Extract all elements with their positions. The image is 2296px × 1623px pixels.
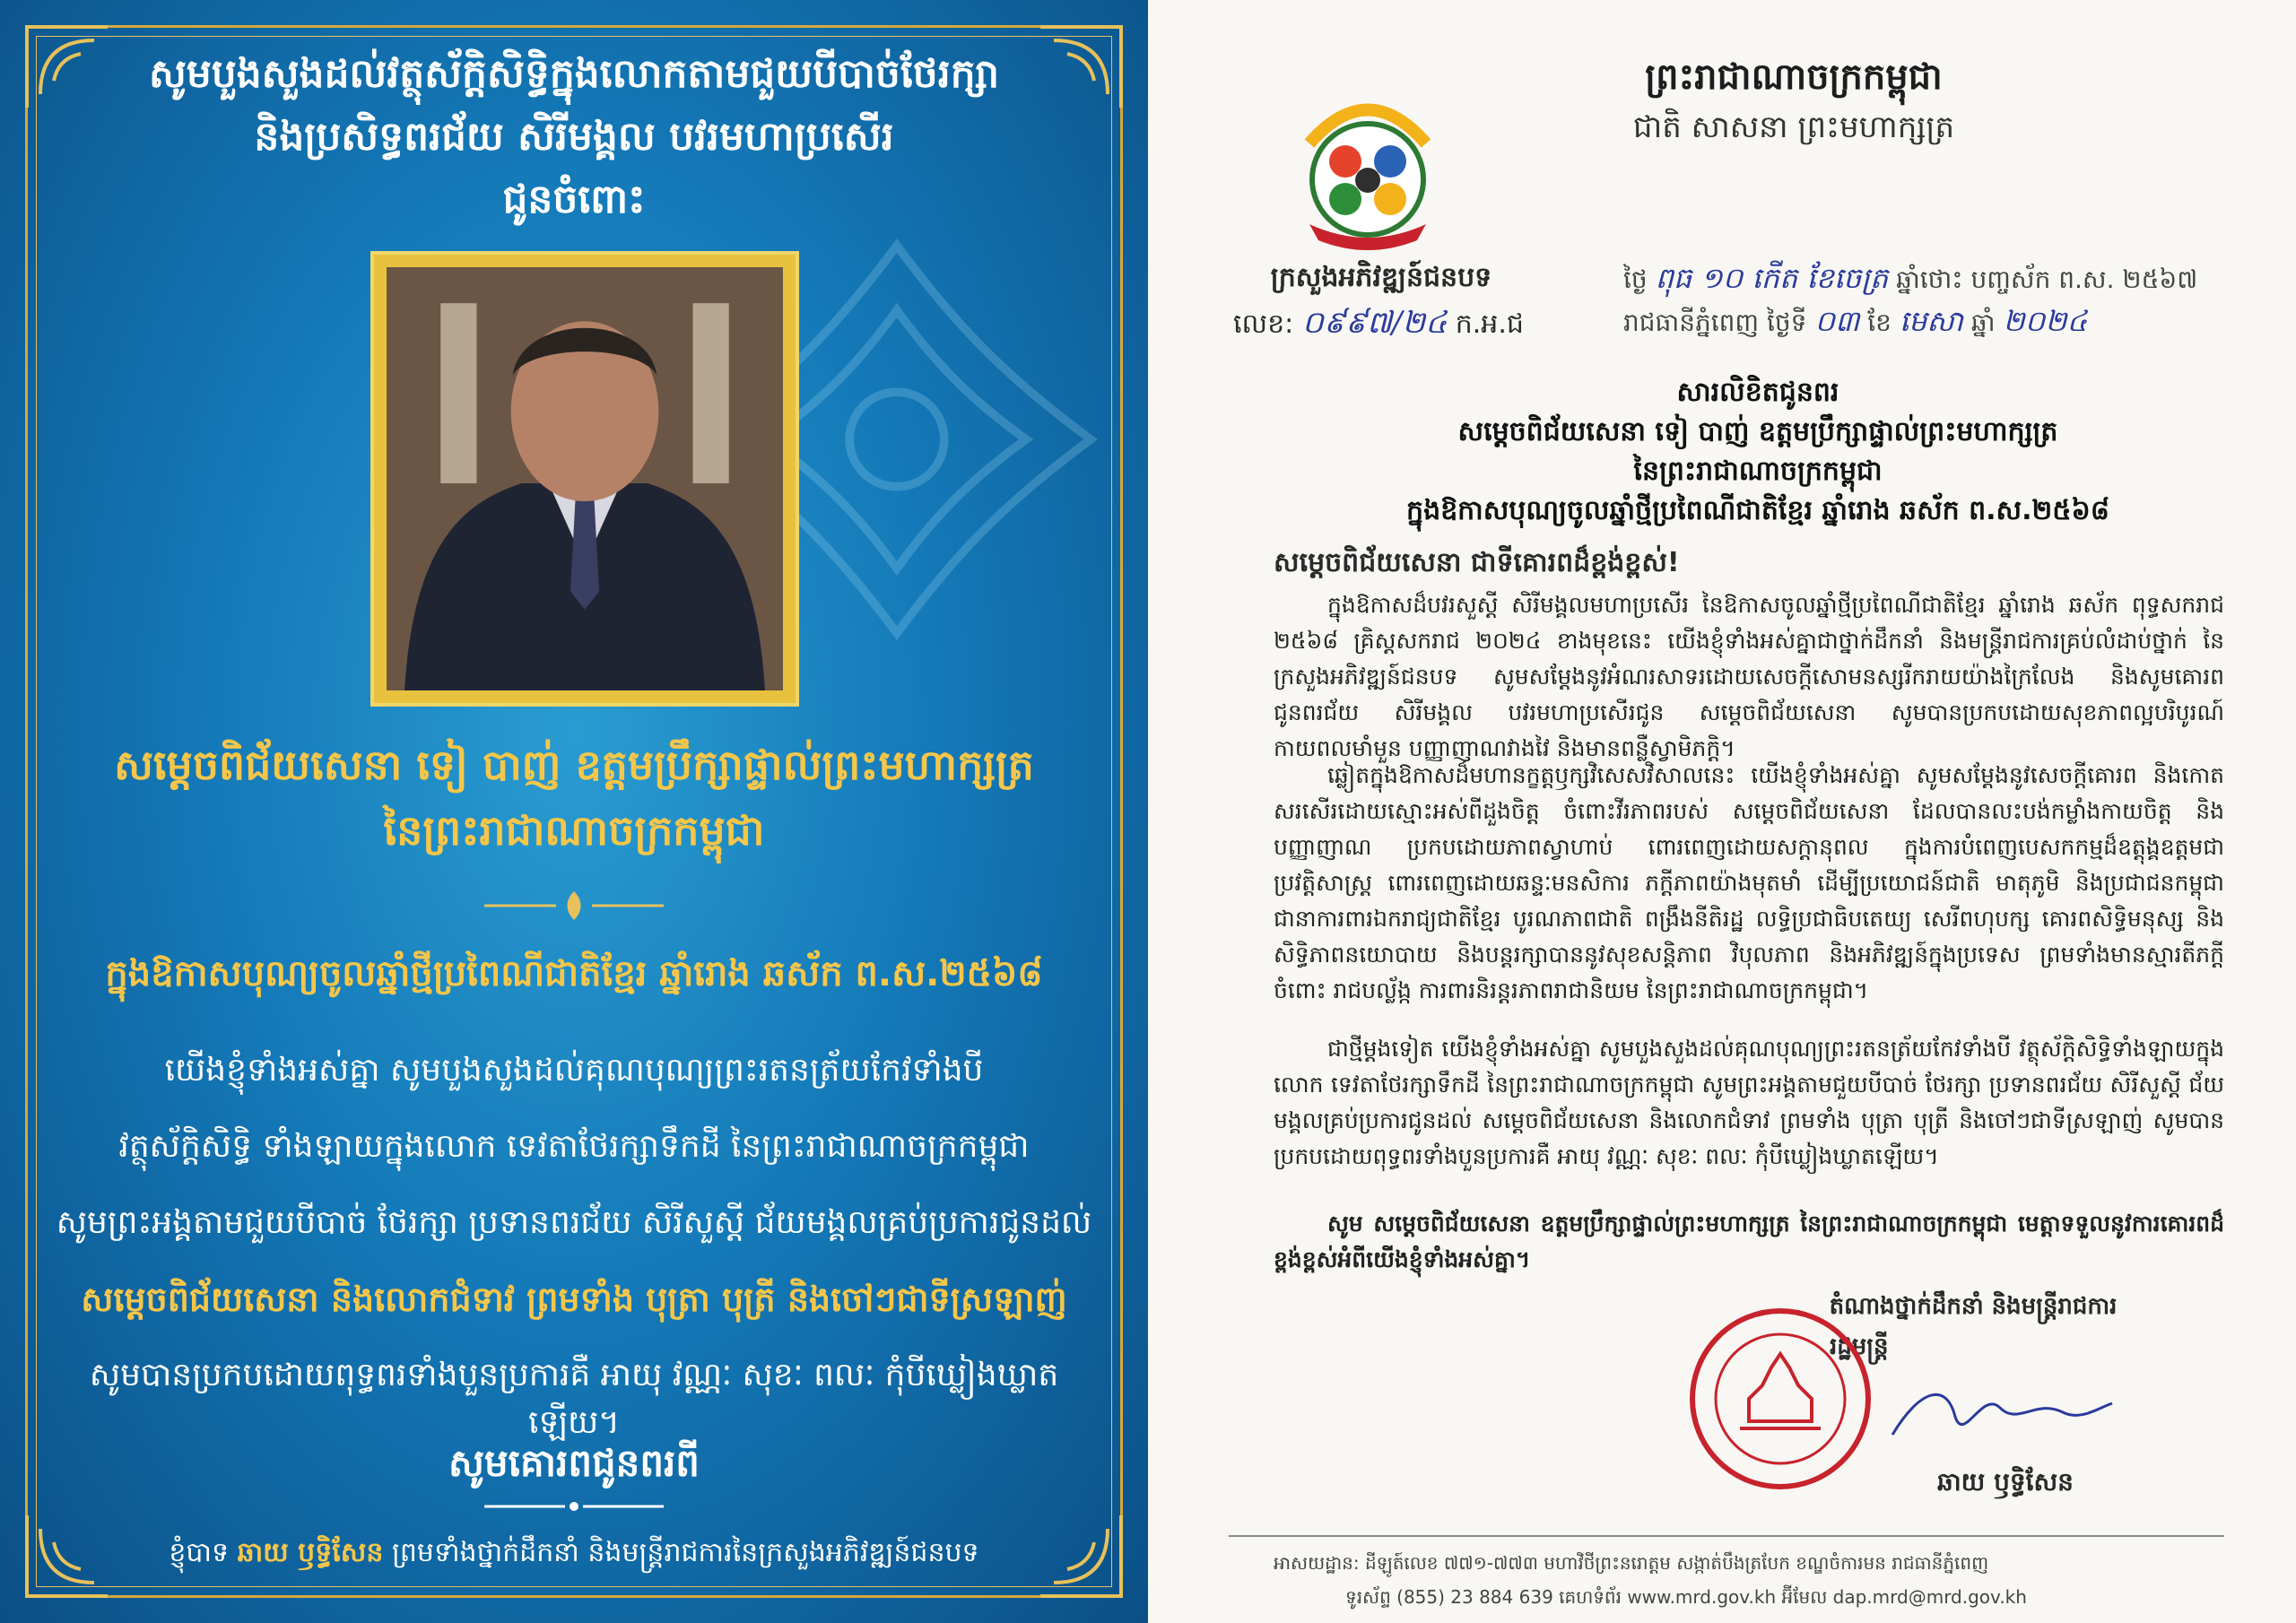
- subject-line1: សារលិខិតជូនពរ: [1676, 377, 1839, 408]
- letter-paragraph-1: ក្នុងឱកាសដ៏បវរសួស្តី សិរីមង្គលមហាប្រសើរ នៃឱកាសចូលឆ្នាំថ្មីប្រពៃណីជាតិខ្មែរ ឆ្នាំរោង ឆស័ក ពុទ្ធសករាជ ២៥៦៨ គ្រិស្តសករាជ ២០២៤ ខាងមុខនេះ យើងខ្ញុំទាំងអស់គ្នាជាថ្នាក់ដឹកនាំ និងមន្ត្រីរាជការគ្រប់លំដាប់ថ្នាក់ នៃក្រសួងអភិវឌ្ឍន៍ជនបទ សូមសម្តែងនូវអំណរសាទរដោយសេចក្តីសោមនស្សរីករាយយ៉ាងក្រៃលែង និងសូមគោរពជូនពរជ័យ សិរីមង្គល បវរមហាប្រសើរជូន សម្តេចពិជ័យសេនា សូមបានប្រកបដោយសុខភាពល្អបរិបូរណ៍ កាយពលមាំមួន បញ្ញាញាណវាងវៃ និងមានពន្លឺស្វាមិភក្តិ។: [1274, 592, 2224, 761]
- solar-month-label: ខែ: [1867, 308, 1892, 337]
- subject-line4: ក្នុងឱកាសបុណ្យចូលឆ្នាំថ្មីប្រពៃណីជាតិខ្មែរ ឆ្នាំរោង ឆស័ក ព.ស.២៥៦៨: [1406, 495, 2109, 526]
- card-body-line3: សូមព្រះអង្គតាមជួយបីបាច់ ថែរក្សា ប្រទានពរជ័យ សិរីសួស្តី ជ័យមង្គលគ្រប់ប្រការជូនដល់: [56, 1204, 1092, 1241]
- official-seal-icon: [1686, 1305, 1874, 1493]
- solar-date: [1623, 303, 2087, 345]
- footer-contacts: ទូរស័ព្ទ (855) 23 884 639 គេហទំព័រ www.mrd.gov.kh អ៊ីមែល dap.mrd@mrd.gov.kh: [1345, 1586, 2027, 1608]
- signature-mark: [1883, 1372, 2117, 1453]
- occasion-line: ក្នុងឱកាសបុណ្យចូលឆ្នាំថ្មីប្រពៃណីជាតិខ្មែរ ឆ្នាំរោង ឆស័ក ព.ស.២៥៦៨: [105, 953, 1043, 994]
- letter-paragraph-4: សូម សម្តេចពិជ័យសេនា ឧត្តមប្រឹក្សាផ្ទាល់ព្រះមហាក្សត្រ នៃព្រះរាជាណាចក្រកម្ពុជា មេត្តាទទួលនូវការគោរពដ៏ខ្ពង់ខ្ពស់អំពីយើងខ្ញុំទាំងអស់គ្នា។: [1274, 1211, 2224, 1272]
- lunar-date-suffix: ឆ្នាំថោះ បញ្ចស័ក ព.ស. ២៥៦៧: [1896, 265, 2198, 294]
- lunar-date-handwritten: ពុធ ១០ កើត ខែចេត្រ: [1655, 261, 1889, 295]
- ministry-logo-icon: [1292, 81, 1444, 251]
- official-letter: [1148, 0, 2296, 1623]
- ministry-name: ក្រសួងអភិវឌ្ឍន៍ជនបទ: [1270, 262, 1492, 293]
- card-header-line2: និងប្រសិទ្ធពរជ័យ សិរីមង្គល បវរមហាប្រសើរ: [254, 114, 894, 160]
- card-body-line1: យើងខ្ញុំទាំងអស់គ្នា សូមបួងសួងដល់គុណបុណ្យព្រះរតនត្រ័យកែវទាំងបី: [164, 1052, 984, 1089]
- footer-prefix: ខ្ញុំបាទ: [169, 1537, 230, 1568]
- closing-line: សូមគោរពជូនពរពី: [448, 1441, 700, 1485]
- divider-ornament-icon: [484, 1488, 664, 1524]
- divider-ornament-icon: [484, 888, 664, 924]
- subject-line2: សម្តេចពិជ័យសេនា ទៀ បាញ់ ឧត្តមប្រឹក្សាផ្ទាល់ព្រះមហាក្សត្រ: [1457, 416, 2058, 447]
- honoree-title-line2: នៃព្រះរាជាណាចក្រកម្ពុជា: [383, 806, 765, 855]
- footer-suffix: ព្រមទាំងថ្នាក់ដឹកនាំ និងមន្ត្រីរាជការនៃក្រសួងអភិវឌ្ឍន៍ជនបទ: [391, 1537, 979, 1568]
- solar-date-year: ២០២៤: [2003, 304, 2088, 338]
- kingdom-heading: ព្រះរាជាណាចក្រកម្ពុជា: [1645, 56, 1943, 98]
- reference-number: [1233, 303, 1524, 348]
- solar-date-prefix: រាជធានីភ្នំពេញ ថ្ងៃទី: [1623, 308, 1807, 337]
- salutation: សម្តេចពិជ័យសេនា ជាទីគោរពដ៏ខ្ពង់ខ្ពស់!: [1274, 547, 1680, 578]
- lunar-date-prefix: ថ្ងៃ: [1623, 265, 1648, 294]
- portrait-figure: [387, 267, 783, 690]
- lunar-date: [1623, 260, 2197, 302]
- signature-title: តំណាងថ្នាក់ដឹកនាំ និងមន្ត្រីរាជការ: [1829, 1293, 2118, 1320]
- letter-paragraph-2: ឆ្លៀតក្នុងឱកាសដ៏មហានក្ខត្តឫក្សវិសេសវិសាលនេះ យើងខ្ញុំទាំងអស់គ្នា សូមសម្តែងនូវសេចក្តីគោរព និងកោតសរសើរដោយស្មោះអស់ពីដួងចិត្ត ចំពោះវីរភាពរបស់ សម្តេចពិជ័យសេនា ដែលបានលះបង់កម្លាំងកាយចិត្ត និងបញ្ញាញាណ ប្រកបដោយភាពស្វាហាប់ ពោរពេញដោយសក្តានុពល ក្នុងការបំពេញបេសកកម្មដ៏ឧត្តុង្គឧត្តមជាប្រវត្តិសាស្ត្រ ពោរពេញដោយឆន្ទៈមនសិការ ភក្តីភាពយ៉ាងមុតមាំ ដើម្បីប្រយោជន៍ជាតិ មាតុភូមិ និងប្រជាជនកម្ពុជា ជានាការពារឯករាជ្យជាតិខ្មែរ បូរណភាពជាតិ ពង្រឹងនីតិរដ្ឋ លទ្ធិប្រជាធិបតេយ្យ សេរីពហុបក្ស គោរពសិទ្ធិមនុស្ស និងសិទ្ធិភាពនយោបាយ និងបន្តរក្សាបាននូវសុខសន្តិភាព វិបុលភាព និងអភិវឌ្ឍន៍ក្នុងប្រទេស ព្រមទាំងមានស្មារតីភក្តីចំពោះ រាជបល្ល័ង្ក ការពារនិរន្តរភាពរាជានិយម នៃព្រះរាជាណាចក្រកម្ពុជា។: [1274, 762, 2224, 1003]
- card-header-line3: ជូនចំពោះ: [502, 177, 646, 222]
- card-footer: [54, 1535, 1094, 1575]
- motto-heading: ជាតិ សាសនា ព្រះមហាក្សត្រ: [1632, 109, 1955, 145]
- card-body-line4: សម្តេចពិជ័យសេនា និងលោកជំទាវ ព្រមទាំង បុត្រា បុត្រី និងចៅៗជាទីស្រឡាញ់: [81, 1280, 1067, 1319]
- footer-divider: [1229, 1535, 2224, 1537]
- card-header-line1: សូមបួងសួងដល់វត្ថុស័ក្តិសិទ្ធិក្នុងលោកតាមជួយបីបាច់ថែរក្សា: [148, 51, 1000, 97]
- solar-date-day: ០៣: [1814, 304, 1860, 338]
- card-body-line5: សូមបានប្រកបដោយពុទ្ធពរទាំងបួនប្រការគឺ អាយុ វណ្ណៈ សុខៈ ពលៈ កុំបីឃ្លៀងឃ្លាតឡើយ។: [89, 1357, 1059, 1441]
- ref-label: លេខ:: [1233, 308, 1294, 340]
- solar-date-month: មេសា: [1899, 304, 1963, 338]
- solar-year-label: ឆ្នាំ: [1970, 308, 1996, 337]
- ref-handwritten: ០៩៩៧/២៤: [1301, 305, 1448, 341]
- ref-suffix: ក.អ.ជ: [1455, 308, 1524, 340]
- subject-line3: នៃព្រះរាជាណាចក្រកម្ពុជា: [1633, 456, 1883, 487]
- honoree-portrait: [370, 251, 799, 707]
- letter-paragraph-3: ជាថ្មីម្តងទៀត យើងខ្ញុំទាំងអស់គ្នា សូមបួងសួងដល់គុណបុណ្យព្រះរតនត្រ័យកែវទាំងបី វត្ថុស័ក្តិសិទ្ធិទាំងឡាយក្នុងលោក ទេវតាថែរក្សាទឹកដី នៃព្រះរាជាណាចក្រកម្ពុជា សូមព្រះអង្គតាមជួយបីបាច់ ថែរក្សា ប្រទានពរជ័យ សិរីសួស្តី ជ័យមង្គលគ្រប់ប្រការជូនដល់ សម្តេចពិជ័យសេនា និងលោកជំទាវ ព្រមទាំង បុត្រា បុត្រី និងចៅៗជាទីស្រឡាញ់ សូមបានប្រកបដោយពុទ្ធពរទាំងបួនប្រការគឺ អាយុ វណ្ណៈ សុខៈ ពលៈ កុំបីឃ្លៀងឃ្លាតឡើយ។: [1274, 1036, 2224, 1169]
- honoree-title-line1: សម្តេចពិជ័យសេនា ទៀ បាញ់ ឧត្តមប្រឹក្សាផ្ទាល់ព្រះមហាក្សត្រ: [114, 741, 1034, 789]
- card-body-line2: វត្ថុស័ក្តិសិទ្ធិ ទាំងឡាយក្នុងលោក ទេវតាថែរក្សាទឹកដី នៃព្រះរាជាណាចក្រកម្ពុជា: [118, 1128, 1030, 1165]
- signature-role: រដ្ឋមន្ត្រី: [1830, 1333, 1889, 1360]
- signer-name: ឆាយ ឫទ្ធិសែន: [1937, 1467, 2074, 1497]
- footer-name: ឆាយ ឫទ្ធិសែន: [237, 1537, 384, 1568]
- footer-address: អាសយដ្ឋាន: ដីឡូត៍លេខ ៧៧១-៧៧៣ មហាវិថីព្រះនរោត្តម សង្កាត់បឹងត្របែក ខណ្ឌចំការមន រាជធានីភ្នំពេញ: [1274, 1552, 1989, 1574]
